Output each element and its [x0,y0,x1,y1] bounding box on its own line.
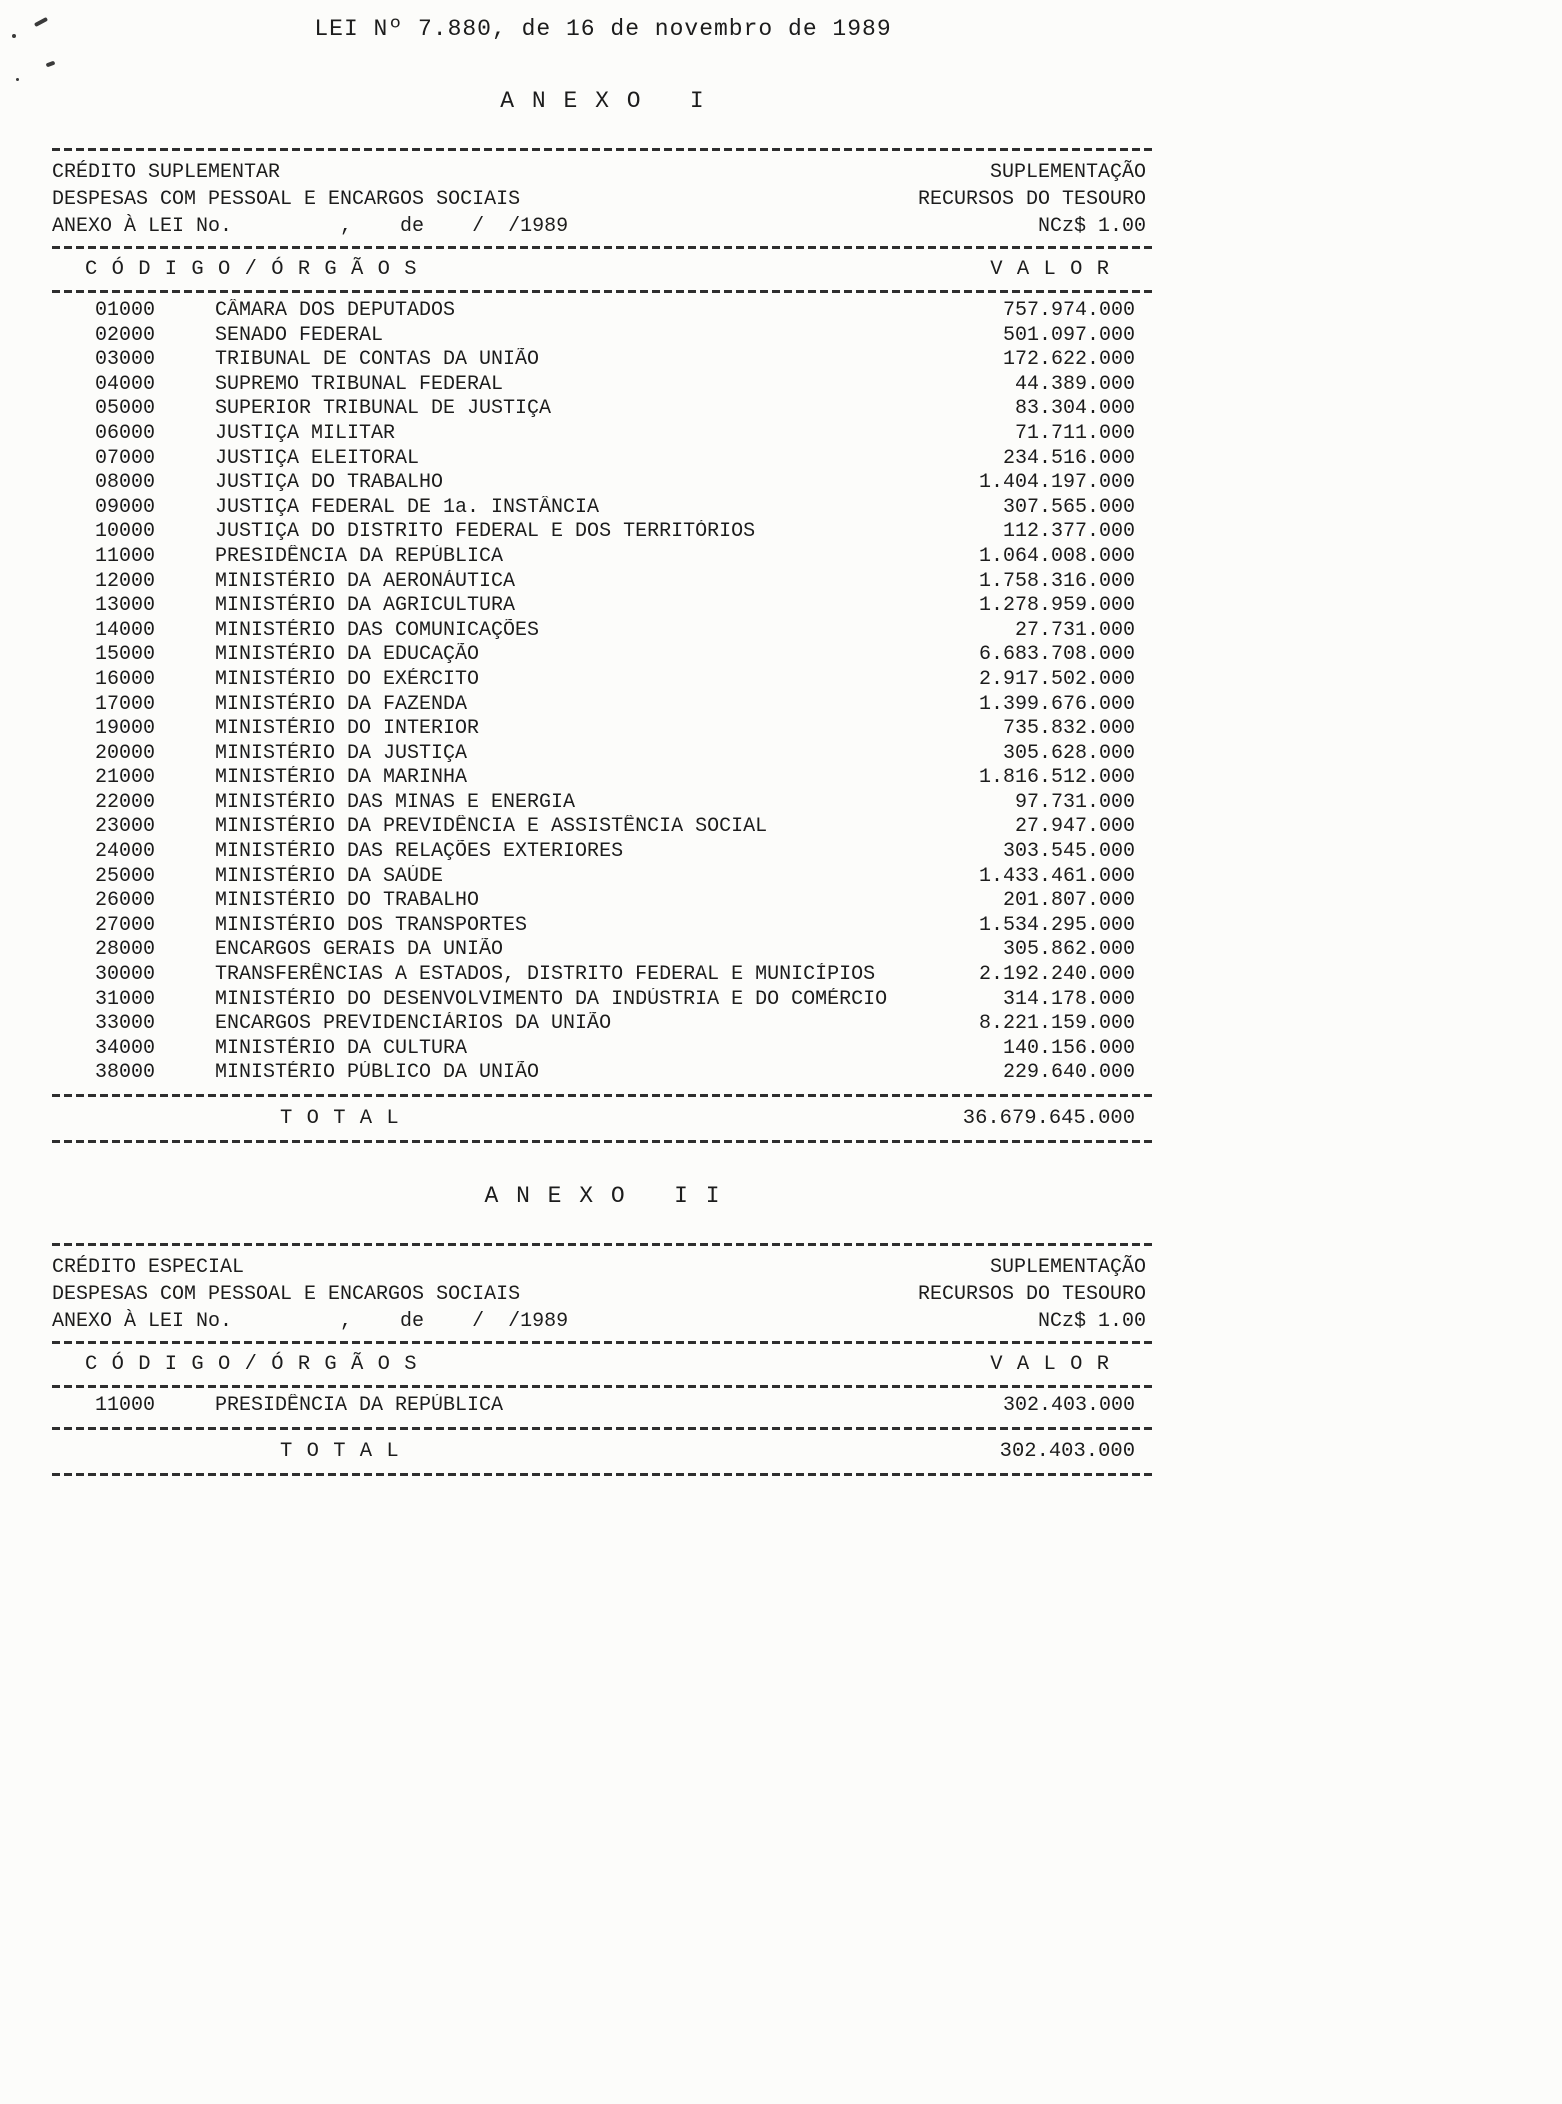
table-row [52,643,1154,668]
row-value: 1.758.316.000 [978,569,1135,593]
anexo2-rows [52,1388,1154,1427]
table-row [52,348,1154,373]
scan-artifact [34,17,48,27]
row-code: 26000 [95,889,156,913]
row-value: 1.816.512.000 [978,766,1135,790]
row-organ: MINISTÉRIO DA PREVIDÊNCIA E ASSISTÊNCIA SOCIAL [215,815,768,839]
table-row [52,742,1154,767]
total-label: T O T A L [280,1107,400,1130]
row-organ: JUSTIÇA FEDERAL DE 1a. INSTÂNCIA [215,495,600,519]
row-organ: ENCARGOS PREVIDENCIÁRIOS DA UNIÃO [215,1012,612,1036]
row-value: 8.221.159.000 [978,1012,1135,1036]
anexo1-column-headers [52,249,1154,290]
anexo2-column-headers [52,1344,1154,1385]
credit-type: CRÉDITO SUPLEMENTAR [52,161,281,184]
row-organ: JUSTIÇA DO TRABALHO [215,471,444,495]
resources-label: RECURSOS DO TESOURO [917,1283,1146,1306]
table-row [52,865,1154,890]
anexo1-header [52,151,1154,246]
row-code: 08000 [95,471,156,495]
column-header-value: V A L O R [990,258,1110,281]
anexo1-heading: A N E X O I [500,88,706,114]
row-value: 2.192.240.000 [978,963,1135,987]
table-row [52,693,1154,718]
row-code: 17000 [95,692,156,716]
row-organ: SENADO FEDERAL [215,323,384,347]
table-row [52,791,1154,816]
row-code: 21000 [95,766,156,790]
row-value: 6.683.708.000 [978,643,1135,667]
row-value: 501.097.000 [1002,323,1135,347]
anexo2-heading: A N E X O I I [484,1183,722,1209]
row-organ: MINISTÉRIO DA MARINHA [215,766,468,790]
row-code: 15000 [95,643,156,667]
row-value: 71.711.000 [1014,421,1135,445]
expense-type: DESPESAS COM PESSOAL E ENCARGOS SOCIAIS [52,188,521,211]
row-code: 33000 [95,1012,156,1036]
row-organ: MINISTÉRIO DO DESENVOLVIMENTO DA INDÚSTRIA E DO COMÉRCIO [215,987,888,1011]
table-row [52,496,1154,521]
row-organ: TRANSFERÊNCIAS A ESTADOS, DISTRITO FEDERAL E MUNICÍPIOS [215,963,876,987]
row-value: 303.545.000 [1002,840,1135,864]
table-row [52,938,1154,963]
column-header-code-organs: C Ó D I G O / Ó R G Ã O S [85,1353,418,1376]
row-organ: MINISTÉRIO DO INTERIOR [215,717,480,741]
table-row [52,422,1154,447]
row-code: 25000 [95,864,156,888]
row-organ: MINISTÉRIO PÚBLICO DA UNIÃO [215,1061,540,1085]
row-value: 112.377.000 [1002,520,1135,544]
dashed-divider [52,1140,1154,1143]
row-organ: PRESIDÊNCIA DA REPÚBLICA [215,1394,504,1417]
table-row [52,324,1154,349]
anexo2-total-row [52,1430,1154,1473]
row-value: 201.807.000 [1002,889,1135,913]
row-value: 307.565.000 [1002,495,1135,519]
row-value: 1.433.461.000 [978,864,1135,888]
total-value: 302.403.000 [999,1439,1135,1463]
row-organ: JUSTIÇA ELEITORAL [215,446,420,470]
row-organ: PRESIDÊNCIA DA REPÚBLICA [215,544,504,568]
annex-reference: ANEXO À LEI No. , de / /1989 [52,215,569,238]
row-code: 20000 [95,741,156,765]
row-code: 23000 [95,815,156,839]
row-organ: ENCARGOS GERAIS DA UNIÃO [215,938,504,962]
row-code: 31000 [95,987,156,1011]
table-row [52,299,1154,324]
row-organ: MINISTÉRIO DAS MINAS E ENERGIA [215,790,576,814]
row-code: 27000 [95,913,156,937]
anexo2-table [52,1243,1154,1476]
table-row [52,988,1154,1013]
row-organ: MINISTÉRIO DA AERONÁUTICA [215,569,516,593]
dashed-divider [52,1473,1154,1476]
supplement-label: SUPLEMENTAÇÃO [989,1256,1146,1279]
row-value: 172.622.000 [1002,348,1135,372]
row-value: 83.304.000 [1014,397,1135,421]
table-row [52,914,1154,939]
table-row [52,840,1154,865]
row-value: 302.403.000 [1002,1394,1135,1417]
row-organ: MINISTÉRIO DO TRABALHO [215,889,480,913]
row-code: 11000 [95,544,156,568]
table-row [52,815,1154,840]
row-value: 2.917.502.000 [978,667,1135,691]
row-code: 01000 [95,299,156,322]
row-code: 12000 [95,569,156,593]
table-row [52,520,1154,545]
row-organ: MINISTÉRIO DA CULTURA [215,1036,468,1060]
row-value: 27.731.000 [1014,618,1135,642]
row-value: 1.404.197.000 [978,471,1135,495]
law-title: LEI Nº 7.880, de 16 de novembro de 1989 [314,16,892,42]
row-code: 22000 [95,790,156,814]
supplement-label: SUPLEMENTAÇÃO [989,161,1146,184]
table-row [52,545,1154,570]
row-value: 234.516.000 [1002,446,1135,470]
annex-reference: ANEXO À LEI No. , de / /1989 [52,1310,569,1333]
row-code: 28000 [95,938,156,962]
scan-artifact [12,34,16,38]
row-code: 09000 [95,495,156,519]
row-organ: TRIBUNAL DE CONTAS DA UNIÃO [215,348,540,372]
total-label: T O T A L [280,1439,400,1463]
row-organ: MINISTÉRIO DOS TRANSPORTES [215,913,528,937]
anexo1-total-row [52,1097,1154,1140]
table-row [52,766,1154,791]
row-value: 1.064.008.000 [978,544,1135,568]
row-value: 1.278.959.000 [978,594,1135,618]
table-row [52,570,1154,595]
credit-type: CRÉDITO ESPECIAL [52,1256,245,1279]
table-row [52,471,1154,496]
row-code: 03000 [95,348,156,372]
anexo2-header [52,1246,1154,1341]
row-value: 314.178.000 [1002,987,1135,1011]
table-row [52,397,1154,422]
table-row [52,619,1154,644]
row-code: 34000 [95,1036,156,1060]
anexo1-rows [52,293,1154,1094]
row-value: 305.862.000 [1002,938,1135,962]
row-value: 1.534.295.000 [978,913,1135,937]
row-organ: MINISTÉRIO DA FAZENDA [215,692,468,716]
row-code: 11000 [95,1394,156,1417]
row-organ: MINISTÉRIO DAS COMUNICAÇÕES [215,618,540,642]
row-code: 04000 [95,372,156,396]
row-value: 44.389.000 [1014,372,1135,396]
scan-artifact [16,78,19,81]
row-code: 13000 [95,594,156,618]
resources-label: RECURSOS DO TESOURO [917,188,1146,211]
currency-unit: NCz$ 1.00 [1037,1310,1146,1333]
row-organ: CÂMARA DOS DEPUTADOS [215,299,456,322]
table-row [52,447,1154,472]
row-organ: MINISTÉRIO DA EDUCAÇÃO [215,643,480,667]
row-organ: JUSTIÇA DO DISTRITO FEDERAL E DOS TERRITÓRIOS [215,520,756,544]
anexo1-table [52,148,1154,1143]
total-value: 36.679.645.000 [962,1107,1135,1130]
row-code: 14000 [95,618,156,642]
table-row [52,668,1154,693]
table-row [52,1394,1154,1419]
row-code: 19000 [95,717,156,741]
expense-type: DESPESAS COM PESSOAL E ENCARGOS SOCIAIS [52,1283,521,1306]
row-code: 38000 [95,1061,156,1085]
row-value: 97.731.000 [1014,790,1135,814]
row-code: 05000 [95,397,156,421]
page-content [52,0,1154,1476]
row-organ: MINISTÉRIO DA AGRICULTURA [215,594,516,618]
row-code: 30000 [95,963,156,987]
row-value: 140.156.000 [1002,1036,1135,1060]
row-organ: MINISTÉRIO DO EXÉRCITO [215,667,480,691]
row-code: 06000 [95,421,156,445]
row-value: 229.640.000 [1002,1061,1135,1085]
row-code: 10000 [95,520,156,544]
table-row [52,1012,1154,1037]
row-organ: MINISTÉRIO DA JUSTIÇA [215,741,468,765]
currency-unit: NCz$ 1.00 [1037,215,1146,238]
row-organ: SUPERIOR TRIBUNAL DE JUSTIÇA [215,397,552,421]
table-row [52,889,1154,914]
row-organ: MINISTÉRIO DAS RELAÇÕES EXTERIORES [215,840,624,864]
column-header-code-organs: C Ó D I G O / Ó R G Ã O S [85,258,418,281]
table-row [52,717,1154,742]
row-code: 02000 [95,323,156,347]
row-organ: SUPREMO TRIBUNAL FEDERAL [215,372,504,396]
row-code: 07000 [95,446,156,470]
row-code: 24000 [95,840,156,864]
row-value: 305.628.000 [1002,741,1135,765]
row-value: 27.947.000 [1014,815,1135,839]
row-organ: MINISTÉRIO DA SAÚDE [215,864,444,888]
row-organ: JUSTIÇA MILITAR [215,421,396,445]
row-value: 1.399.676.000 [978,692,1135,716]
table-row [52,373,1154,398]
column-header-value: V A L O R [990,1353,1110,1376]
row-code: 16000 [95,667,156,691]
table-row [52,963,1154,988]
table-row [52,1037,1154,1062]
table-row [52,1061,1154,1086]
table-row [52,594,1154,619]
row-value: 735.832.000 [1002,717,1135,741]
row-value: 757.974.000 [1002,299,1135,322]
